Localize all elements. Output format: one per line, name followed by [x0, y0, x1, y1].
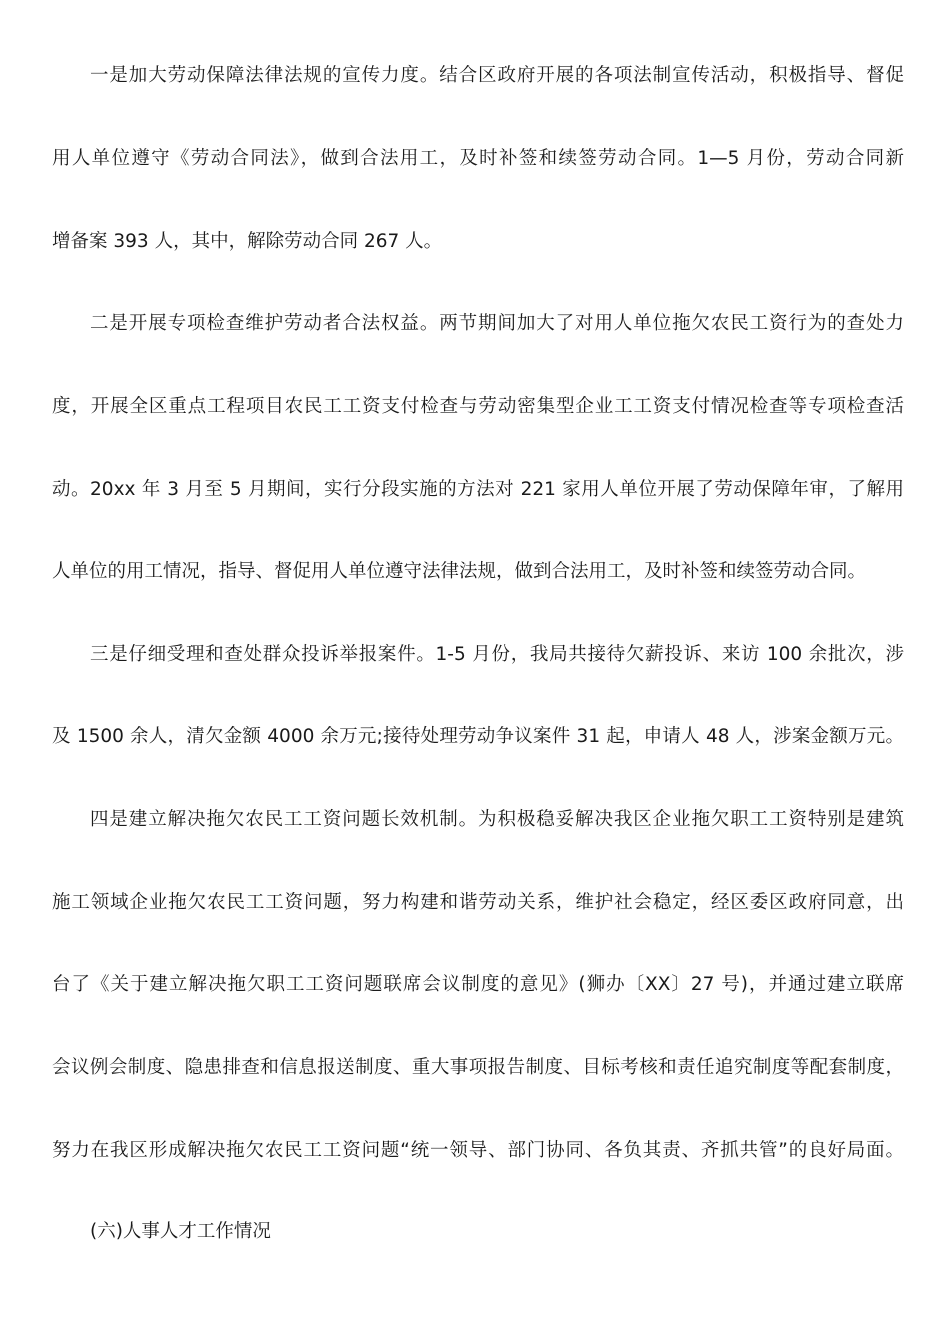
- paragraph-2-line-2: 度，开展全区重点工程项目农民工工资支付检查与劳动密集型企业工工资支付情况检查等专项检查活: [52, 396, 904, 417]
- paragraph-1-line-3: 增备案 393 人，其中，解除劳动合同 267 人。: [52, 231, 443, 252]
- paragraph-3-line-1: 三是仔细受理和查处群众投诉举报案件。1-5 月份，我局共接待欠薪投诉、来访 100 余批次，涉: [90, 644, 904, 665]
- paragraph-2-line-3: 动。20xx 年 3 月至 5 月期间，实行分段实施的方法对 221 家用人单位开展了劳动保障年审，了解用: [52, 479, 904, 500]
- paragraph-4-line-3: 台了《关于建立解决拖欠职工工资问题联席会议制度的意见》(狮办〔XX〕27 号)，并通过建立联席: [52, 974, 904, 995]
- paragraph-2-line-4: 人单位的用工情况，指导、督促用人单位遵守法律法规，做到合法用工，及时补签和续签劳动合同。: [52, 561, 867, 582]
- section-heading: (六)人事人才工作情况: [90, 1221, 271, 1242]
- paragraph-4-line-1: 四是建立解决拖欠农民工工资问题长效机制。为积极稳妥解决我区企业拖欠职工工资特别是建筑: [90, 809, 904, 830]
- paragraph-1-line-1: 一是加大劳动保障法律法规的宣传力度。结合区政府开展的各项法制宣传活动，积极指导、督促: [90, 65, 904, 86]
- paragraph-4-line-5: 努力在我区形成解决拖欠农民工工资问题“统一领导、部门协同、各负其责、齐抓共管”的良好局面。: [52, 1140, 904, 1161]
- paragraph-1-line-2: 用人单位遵守《劳动合同法》，做到合法用工，及时补签和续签劳动合同。1—5 月份，劳动合同新: [52, 148, 904, 169]
- paragraph-2-line-1: 二是开展专项检查维护劳动者合法权益。两节期间加大了对用人单位拖欠农民工资行为的查处力: [90, 313, 904, 334]
- paragraph-4-line-2: 施工领域企业拖欠农民工工资问题，努力构建和谐劳动关系，维护社会稳定，经区委区政府同意，出: [52, 892, 904, 913]
- paragraph-3-line-2: 及 1500 余人，清欠金额 4000 余万元;接待处理劳动争议案件 31 起，申请人 48 人，涉案金额万元。: [52, 726, 904, 747]
- paragraph-4-line-4: 会议例会制度、隐患排查和信息报送制度、重大事项报告制度、目标考核和责任追究制度等配套制度，: [52, 1057, 904, 1078]
